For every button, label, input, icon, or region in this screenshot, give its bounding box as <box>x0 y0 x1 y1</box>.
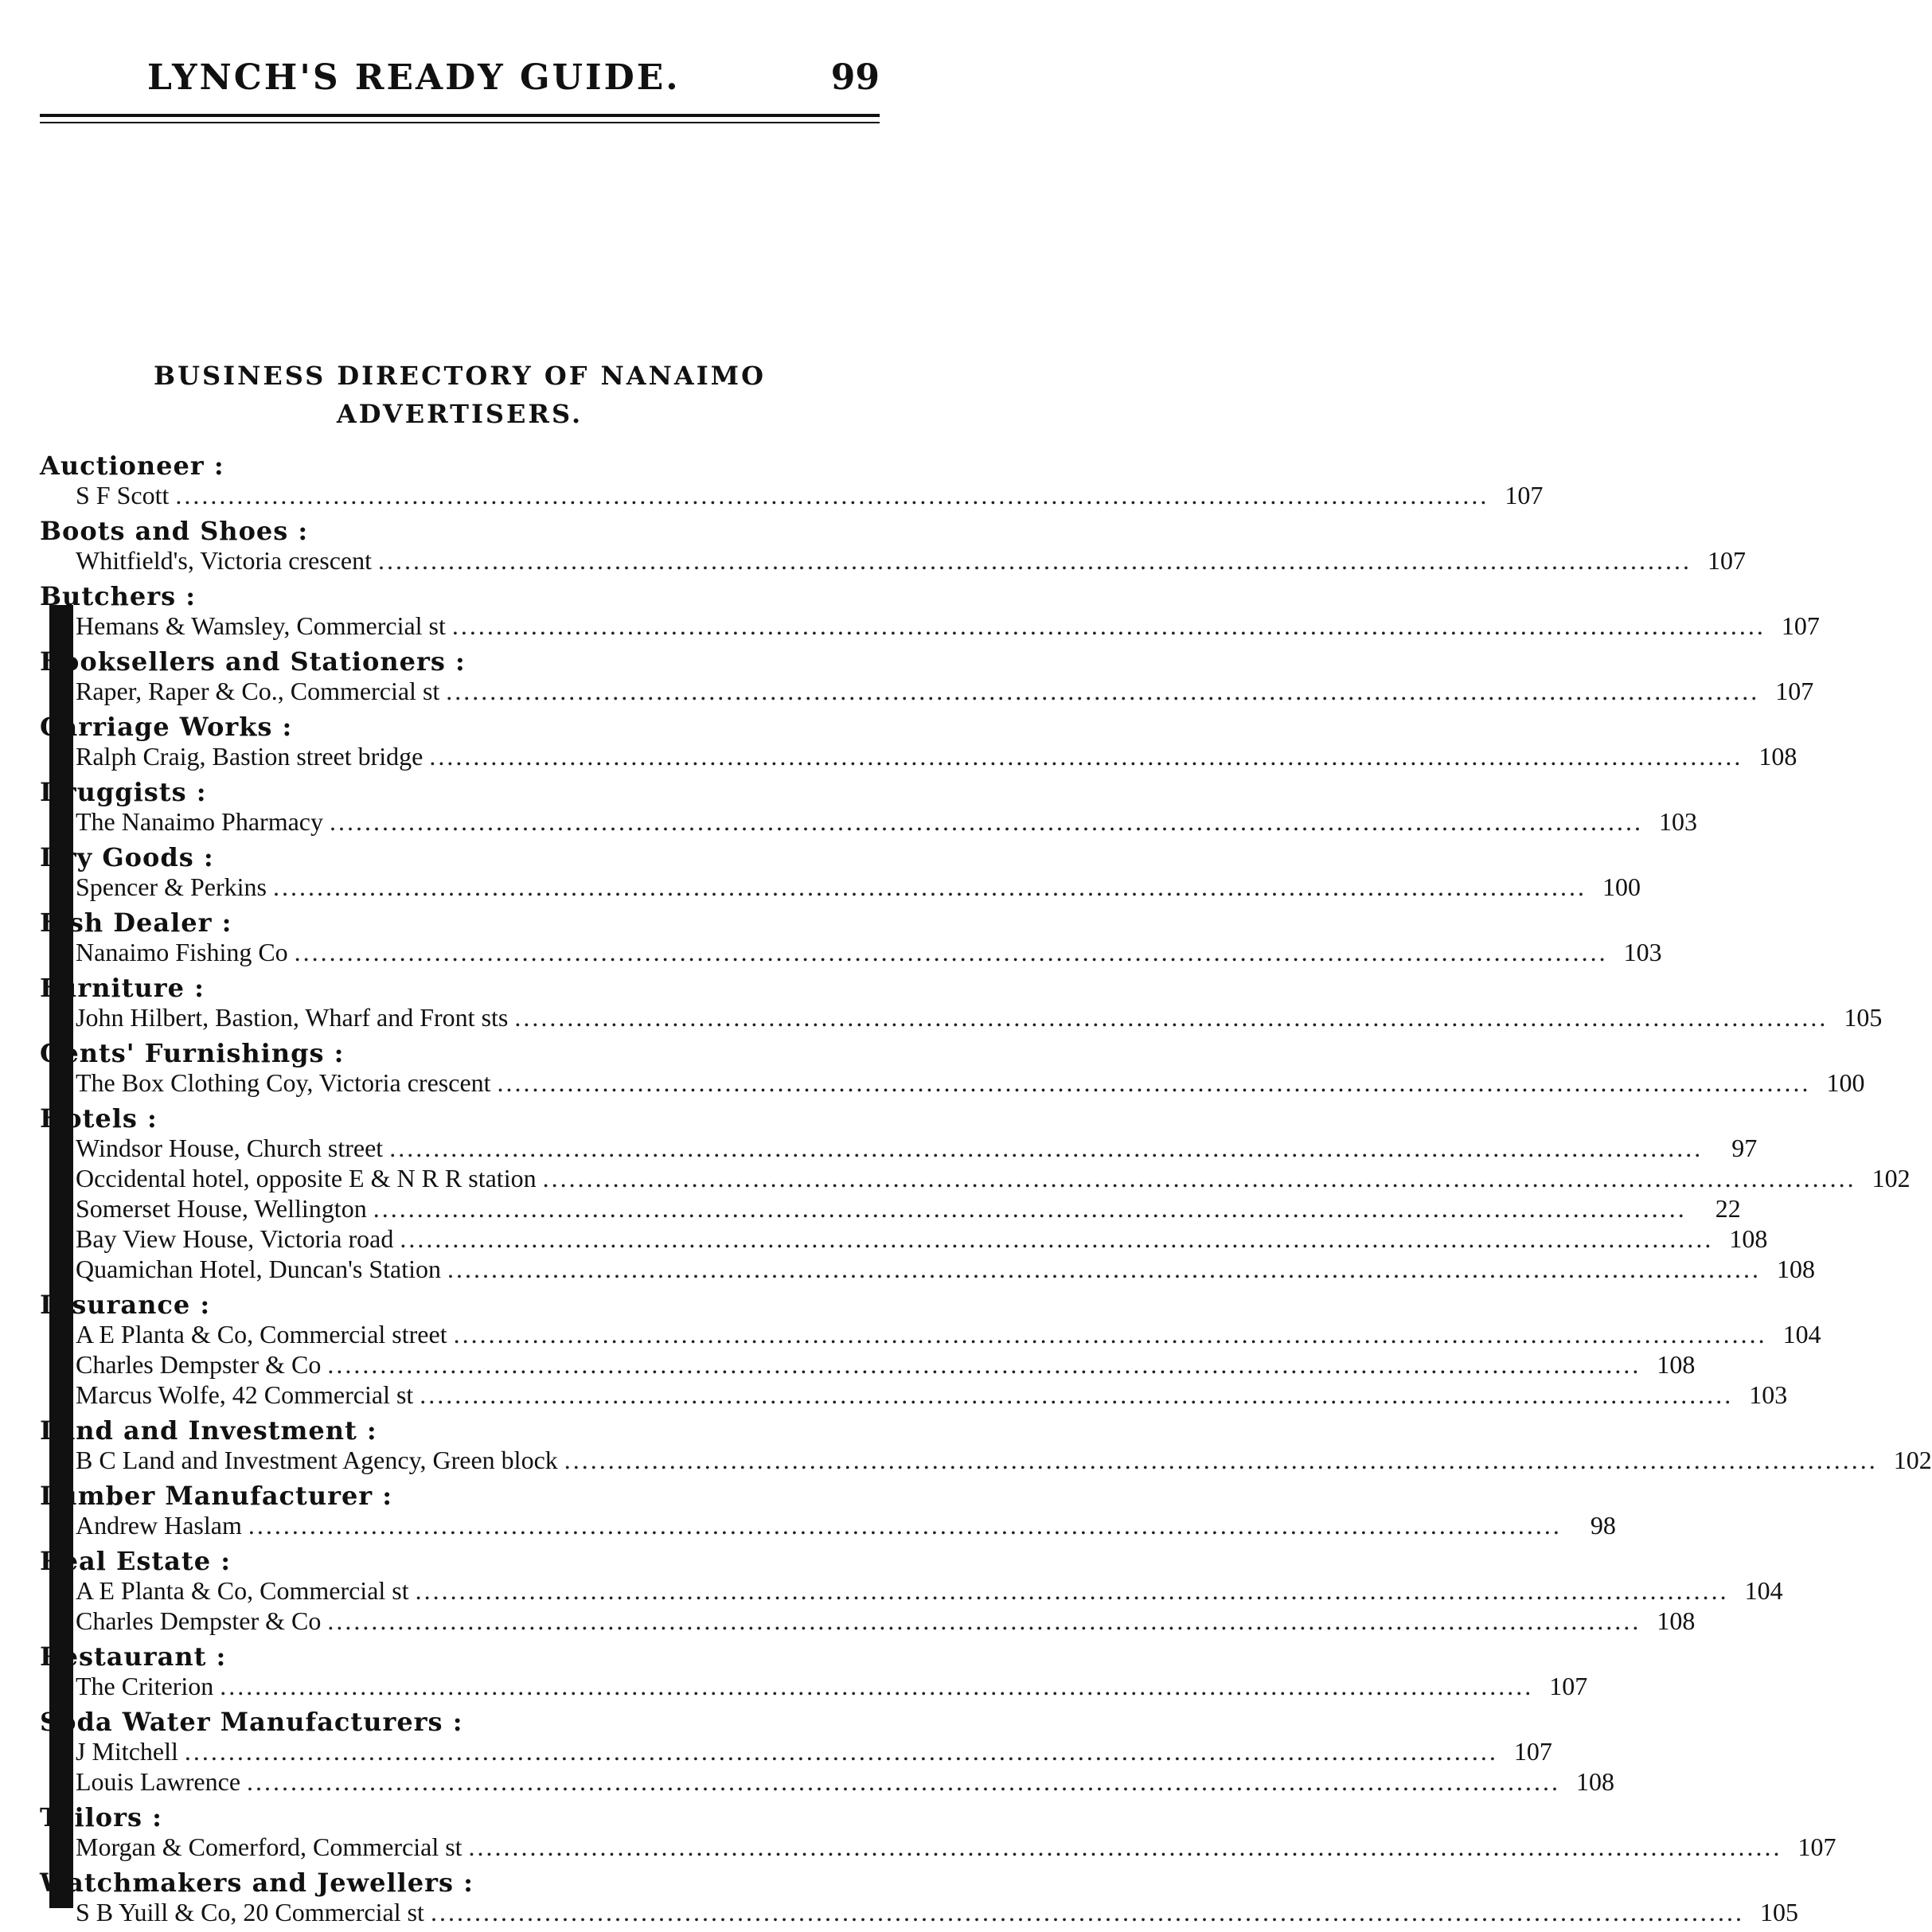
category-heading: Booksellers and Stationers : <box>40 646 466 677</box>
entry-name: Raper, Raper & Co., Commercial st <box>76 677 440 705</box>
entry-page-number: 98 <box>1590 1511 1616 1540</box>
entry-name: Bay View House, Victoria road <box>76 1224 394 1253</box>
directory-entry <box>40 1224 1768 1254</box>
dot-leader <box>543 1163 1856 1193</box>
header-title: LYNCH'S READY GUIDE. <box>147 57 681 98</box>
directory-entry <box>40 741 1797 771</box>
dot-leader <box>330 806 1643 837</box>
dot-leader <box>327 1606 1641 1636</box>
dot-leader <box>248 1510 1562 1540</box>
dot-leader <box>564 1445 1878 1475</box>
entry-name: Ralph Craig, Bastion street bridge <box>76 742 423 771</box>
entry-page-number: 105 <box>1844 1003 1883 1032</box>
entry-name: J Mitchell <box>76 1737 178 1766</box>
dot-leader <box>420 1380 1733 1410</box>
dot-leader <box>429 741 1743 771</box>
entry-name: B C Land and Investment Agency, Green block <box>76 1446 558 1474</box>
directory-entry <box>40 1133 1758 1163</box>
entry-name: Somerset House, Wellington <box>76 1194 367 1223</box>
category-block <box>40 515 1746 580</box>
entry-page-number: 107 <box>1513 1737 1552 1766</box>
entry-page-number: 102 <box>1893 1446 1932 1474</box>
category-block <box>40 450 1544 515</box>
category-block <box>40 1641 1588 1706</box>
dot-leader <box>378 545 1692 576</box>
category-block <box>40 907 1662 972</box>
category-block <box>40 841 1641 907</box>
dot-leader <box>431 1897 1744 1927</box>
directory-entry <box>40 545 1746 576</box>
entry-page-number: 107 <box>1505 481 1544 509</box>
category-heading: Fish Dealer : <box>40 907 232 938</box>
entry-page-number: 108 <box>1576 1767 1615 1796</box>
entry-page-number: 103 <box>1749 1380 1788 1409</box>
category-gap <box>40 1927 880 1932</box>
dot-leader <box>185 1736 1498 1766</box>
dot-leader <box>454 1319 1767 1349</box>
dot-leader <box>220 1671 1533 1701</box>
entry-page-number: 100 <box>1602 872 1641 901</box>
directory-listing <box>40 450 1932 1932</box>
directory-entry <box>40 1380 1788 1410</box>
entry-page-number: 108 <box>1777 1255 1815 1283</box>
directory-entry <box>40 1193 1741 1224</box>
entry-name: Whitfield's, Victoria crescent <box>76 546 372 575</box>
entry-page-number: 107 <box>1775 677 1814 705</box>
category-heading: Auctioneer : <box>40 451 224 481</box>
directory-entry <box>40 1163 1911 1193</box>
directory-entry <box>40 1897 1798 1927</box>
dot-leader <box>175 480 1489 510</box>
category-heading: Tailors : <box>40 1802 162 1832</box>
entry-page-number: 103 <box>1659 807 1697 836</box>
dot-leader <box>447 1254 1761 1284</box>
entry-page-number: 22 <box>1715 1194 1741 1223</box>
entry-page-number: 108 <box>1729 1224 1768 1253</box>
directory-entry <box>40 1510 1616 1540</box>
directory-entry <box>40 1671 1588 1701</box>
dot-leader <box>273 872 1587 902</box>
category-block <box>40 776 1697 841</box>
category-heading: Insurance : <box>40 1290 211 1320</box>
category-block <box>40 1289 1821 1415</box>
directory-entry <box>40 1575 1783 1606</box>
entry-page-number: 105 <box>1759 1898 1798 1926</box>
category-heading: Real Estate : <box>40 1546 231 1576</box>
entry-name: Windsor House, Church street <box>76 1134 384 1162</box>
dot-leader <box>446 676 1759 706</box>
category-block <box>40 1706 1615 1801</box>
directory-entry <box>40 1606 1696 1636</box>
category-heading: Lumber Manufacturer : <box>40 1481 393 1511</box>
directory-entry <box>40 480 1544 510</box>
category-block <box>40 1103 1911 1289</box>
entry-page-number: 102 <box>1872 1164 1911 1192</box>
category-block <box>40 646 1814 711</box>
entry-name: Hemans & Wamsley, Commercial st <box>76 611 446 640</box>
entry-name: Louis Lawrence <box>76 1767 241 1796</box>
category-block <box>40 1867 1798 1932</box>
header-rule-thin <box>40 122 880 123</box>
dot-leader <box>295 937 1608 967</box>
entry-name: Occidental hotel, opposite E & N R R station <box>76 1164 537 1192</box>
category-heading: Hotels : <box>40 1103 158 1134</box>
dot-leader <box>327 1349 1641 1380</box>
category-block <box>40 1415 1932 1480</box>
directory-entry <box>40 872 1641 902</box>
dot-leader <box>452 611 1766 641</box>
entry-name: S B Yuill & Co, 20 Commercial st <box>76 1898 424 1926</box>
dot-leader <box>400 1224 1713 1254</box>
entry-page-number: 108 <box>1657 1350 1696 1379</box>
entry-page-number: 107 <box>1797 1832 1836 1861</box>
entry-page-number: 108 <box>1758 742 1797 771</box>
entry-name: Andrew Haslam <box>76 1511 242 1540</box>
entry-name: Spencer & Perkins <box>76 872 267 901</box>
entry-name: The Nanaimo Pharmacy <box>76 807 323 836</box>
entry-page-number: 104 <box>1744 1576 1783 1605</box>
directory-entry <box>40 1832 1836 1862</box>
category-heading: Boots and Shoes : <box>40 516 309 546</box>
dot-leader <box>247 1766 1560 1797</box>
directory-entry <box>40 1445 1932 1475</box>
directory-title: BUSINESS DIRECTORY OF NANAIMO ADVERTISERS. <box>154 361 766 429</box>
entry-name: A E Planta & Co, Commercial st <box>76 1576 409 1605</box>
category-block <box>40 580 1820 646</box>
category-heading: Land and Investment : <box>40 1415 377 1446</box>
directory-entry <box>40 1254 1815 1284</box>
directory-entry <box>40 937 1662 967</box>
directory-entry <box>40 1736 1552 1766</box>
entry-page-number: 107 <box>1549 1672 1588 1700</box>
category-heading: Druggists : <box>40 777 207 807</box>
entry-name: S F Scott <box>76 481 170 509</box>
category-heading: Gents' Furnishings : <box>40 1038 345 1068</box>
entry-name: The Criterion <box>76 1672 214 1700</box>
entry-page-number: 108 <box>1657 1606 1696 1635</box>
entry-page-number: 104 <box>1782 1320 1821 1348</box>
directory-entry <box>40 1002 1883 1032</box>
directory-entry <box>40 1349 1696 1380</box>
dot-leader <box>498 1067 1811 1098</box>
category-heading: Watchmakers and Jewellers : <box>40 1868 474 1898</box>
category-heading: Dry Goods : <box>40 842 214 872</box>
dot-leader <box>514 1002 1828 1032</box>
category-heading: Butchers : <box>40 581 197 611</box>
header-rule-thick <box>40 114 880 117</box>
directory-entry <box>40 611 1820 641</box>
entry-name: Morgan & Comerford, Commercial st <box>76 1832 463 1861</box>
entry-name: Charles Dempster & Co <box>76 1350 322 1379</box>
entry-name: The Box Clothing Coy, Victoria crescent <box>76 1068 491 1097</box>
entry-page-number: 107 <box>1781 611 1820 640</box>
entry-name: Marcus Wolfe, 42 Commercial st <box>76 1380 414 1409</box>
entry-page-number: 107 <box>1708 546 1746 575</box>
category-block <box>40 711 1797 776</box>
category-block <box>40 972 1883 1037</box>
category-block <box>40 1545 1783 1641</box>
category-heading: Carriage Works : <box>40 712 293 742</box>
category-block <box>40 1037 1865 1103</box>
category-heading: Furniture : <box>40 973 205 1003</box>
entry-name: Nanaimo Fishing Co <box>76 938 288 966</box>
entry-name: A E Planta & Co, Commercial street <box>76 1320 447 1348</box>
entry-page-number: 103 <box>1623 938 1662 966</box>
dot-leader <box>373 1193 1687 1224</box>
category-block <box>40 1480 1616 1545</box>
category-block <box>40 1801 1836 1867</box>
entry-page-number: 100 <box>1826 1068 1865 1097</box>
entry-page-number: 97 <box>1731 1134 1758 1162</box>
dot-leader <box>469 1832 1782 1862</box>
page-number: 99 <box>830 57 880 98</box>
running-header <box>147 57 880 105</box>
directory-entry <box>40 676 1814 706</box>
category-heading: Soda Water Manufacturers : <box>40 1707 463 1737</box>
entry-name: Charles Dempster & Co <box>76 1606 322 1635</box>
dot-leader <box>416 1575 1729 1606</box>
entry-name: John Hilbert, Bastion, Wharf and Front sts <box>76 1003 509 1032</box>
directory-entry <box>40 1067 1865 1098</box>
directory-entry <box>40 1319 1821 1349</box>
directory-entry <box>40 806 1697 837</box>
directory-entry <box>40 1766 1615 1797</box>
category-heading: Restaurant : <box>40 1641 227 1672</box>
entry-name: Quamichan Hotel, Duncan's Station <box>76 1255 441 1283</box>
dot-leader <box>389 1133 1703 1163</box>
